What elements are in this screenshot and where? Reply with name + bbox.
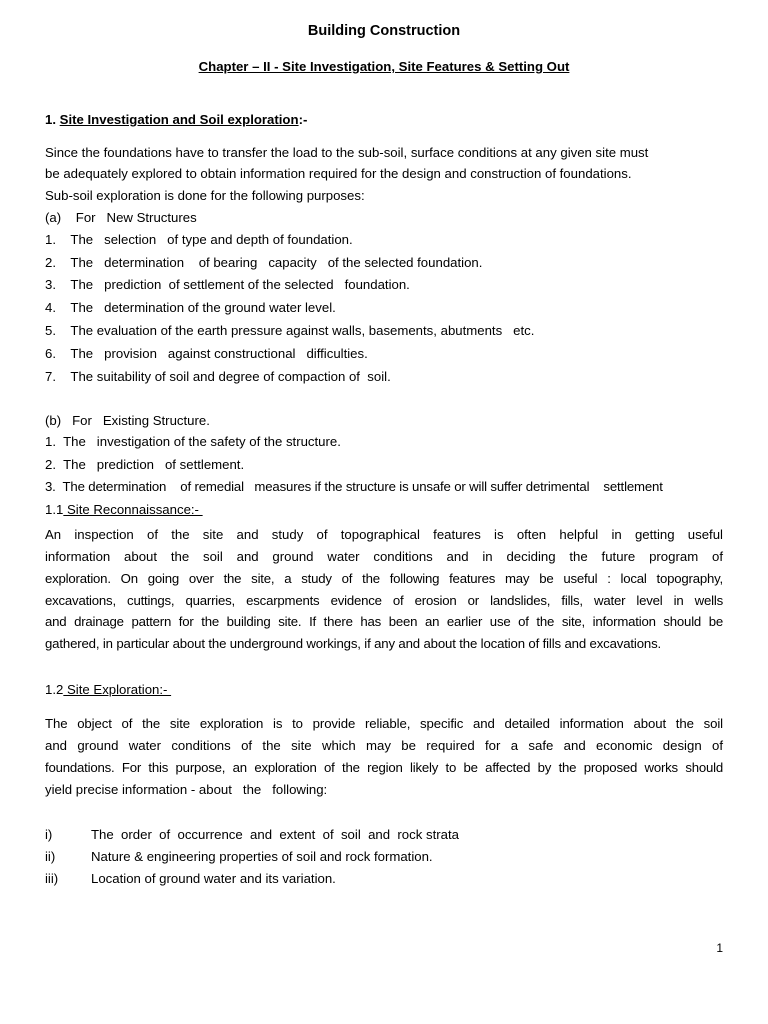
paragraph-line: gathered, in particular about the underground workings, if any and about the location of fills and excavations. (45, 636, 662, 651)
section-1-suffix: :- (298, 112, 308, 127)
list-item-marker: ii) (45, 849, 56, 864)
paragraph-line: be adequately explored to obtain information required for the design and construction of foundations. (45, 166, 632, 181)
section-1-1-title: Site Reconnaissance:- (63, 502, 203, 517)
list-item: 3. The prediction of settlement of the selected foundation. (45, 277, 410, 292)
paragraph-line: foundations. For this purpose, an exploration of the region likely to be affected by the proposed works should (45, 760, 723, 775)
paragraph-line: The object of the site exploration is to provide reliable, specific and detailed information about the soil (45, 716, 723, 731)
paragraph-line: information about the soil and ground water conditions and in deciding the future program of (45, 549, 723, 564)
list-item: 7. The suitability of soil and degree of compaction of soil. (45, 369, 391, 384)
list-item-text: The order of occurrence and extent of soil and rock strata (91, 827, 459, 842)
section-1-2-title: Site Exploration:- (63, 682, 172, 697)
page-number: 1 (716, 941, 723, 955)
paragraph-line: exploration. On going over the site, a study of the following features may be useful : local topography, (45, 571, 723, 586)
list-item: 5. The evaluation of the earth pressure against walls, basements, abutments etc. (45, 323, 535, 338)
list-item: 2. The prediction of settlement. (45, 457, 245, 472)
list-item: 1. The investigation of the safety of the structure. (45, 434, 341, 449)
section-1-heading (45, 111, 723, 129)
paragraph-line: Since the foundations have to transfer the load to the sub-soil, surface conditions at any given site must (45, 145, 649, 160)
list-item-marker: iii) (45, 871, 59, 886)
paragraph-line: excavations, cuttings, quarries, escarpments evidence of erosion or landslides, fills, water level in wells (45, 593, 723, 608)
section-1-2-heading (45, 681, 723, 699)
paragraph-line: yield precise information - about the following: (45, 782, 328, 797)
list-item (45, 848, 723, 866)
list-item-text: Nature & engineering properties of soil and rock formation. (91, 849, 433, 864)
part-a-heading: (a) For New Structures (45, 210, 197, 225)
section-1-2-number: 1.2 (45, 682, 64, 697)
paragraph-line: Sub-soil exploration is done for the following purposes: (45, 188, 365, 203)
list-item-marker: i) (45, 827, 53, 842)
section-1-1-number: 1.1 (45, 502, 64, 517)
paragraph-line: and drainage pattern for the building site. If there has been an earlier use of the site, information should be (45, 614, 723, 629)
list-item (45, 870, 723, 888)
list-item: 4. The determination of the ground water level. (45, 300, 336, 315)
part-b-heading: (b) For Existing Structure. (45, 413, 210, 428)
list-item: 1. The selection of type and depth of foundation. (45, 232, 353, 247)
list-item (45, 826, 723, 844)
section-1-number: 1. (45, 112, 56, 127)
section-1-1-heading (45, 501, 723, 519)
document-title: Building Construction (307, 23, 461, 39)
section-1-title: Site Investigation and Soil exploration (59, 112, 299, 127)
chapter-heading: Chapter – II - Site Investigation, Site Features & Setting Out (198, 59, 570, 74)
list-item: 2. The determination of bearing capacity of the selected foundation. (45, 255, 483, 270)
list-item: 6. The provision against constructional difficulties. (45, 346, 368, 361)
list-item-text: Location of ground water and its variation. (91, 871, 336, 886)
paragraph-line: and ground water conditions of the site which may be required for a safe and economic design of (45, 738, 723, 753)
paragraph-line: An inspection of the site and study of topographical features is often helpful in getting useful (45, 527, 723, 542)
list-item: 3. The determination of remedial measures if the structure is unsafe or will suffer detrimental settlement (45, 479, 663, 494)
